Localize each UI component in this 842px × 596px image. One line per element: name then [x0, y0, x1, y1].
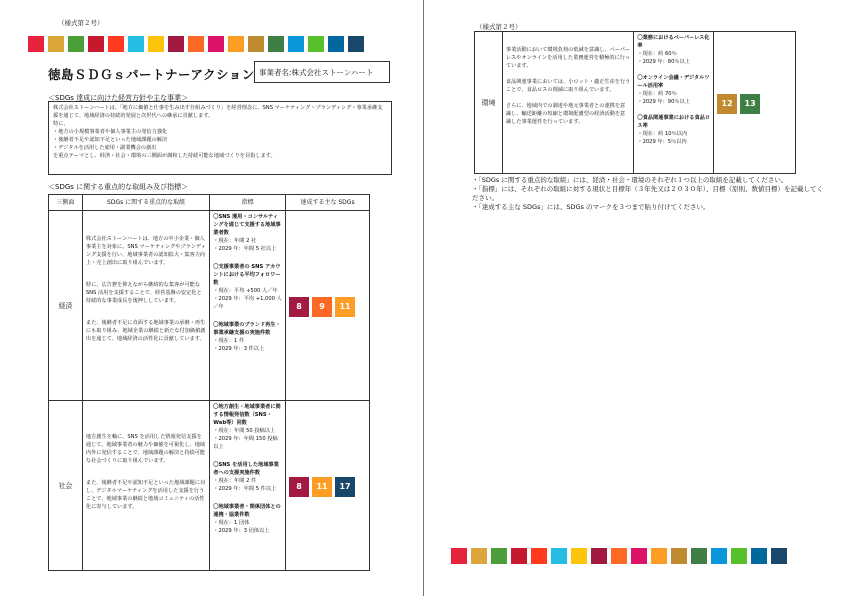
indicator-title: 〇オンライン会議・デジタルツール活用率 — [637, 75, 710, 89]
sdg-color-square — [471, 548, 487, 564]
sdg-icon-group — [289, 295, 366, 317]
indicator-line: ・2029 年：年間 5 件以上 — [213, 486, 277, 492]
table-row-economy — [49, 211, 370, 401]
sdg-color-square — [631, 548, 647, 564]
indicator-line: ・現在：年間 2 社 — [213, 238, 257, 244]
intro-line: ・デジタルを活用した雇用・副業機会の創出 — [53, 145, 157, 151]
initiative-paragraph: 食品関連事業においては、小ロット・適正生産を行うことで、食品ロスの削減に取り組んでいます。 — [505, 79, 631, 93]
sdg-goals-cell — [286, 211, 370, 401]
indicator-block — [213, 403, 282, 451]
indicator-cell — [210, 401, 286, 571]
table-row-society — [49, 401, 370, 571]
company-name-box: 事業者名:株式会社ストーンハート — [254, 61, 390, 83]
sdg-color-square — [28, 36, 44, 52]
indicator-block — [213, 263, 282, 311]
sdg-color-strip-bottom — [451, 548, 787, 564]
sdg-color-square — [591, 548, 607, 564]
indicator-cell — [210, 211, 286, 401]
initiative-paragraph: また、後継者不足に直面する地域事業の承継・再生にも取り組み、地域企業の継続と新たな付加価値創出を通じて、地域経済の活性化に貢献しています。 — [85, 320, 206, 342]
sdg-goal-icon: 17 — [335, 477, 355, 497]
initiative-paragraph: 特に、広告費を抑えながら継続的な集客が可能な SNS 活用を支援することで、経営基盤の安定化と持続的な事業成長を後押ししています。 — [85, 282, 202, 304]
sdg-color-square — [328, 36, 344, 52]
table-row-environment — [475, 32, 796, 174]
sdg-color-square — [108, 36, 124, 52]
sdg-goal-icon: 8 — [289, 477, 309, 497]
sdg-color-square — [671, 548, 687, 564]
sdg-color-square — [208, 36, 224, 52]
note-line: ・「指標」には、それぞれの取組に対する現状と目標年（３年先又は２０３０年）、目標（原則、数値目標）を記載してください。 — [472, 185, 823, 202]
sdg-color-square — [571, 548, 587, 564]
indicator-block — [213, 213, 282, 253]
indicator-title: 〇SNS 運用・コンサルティングを通じて支援する地域事業者数 — [213, 214, 281, 236]
aspect-economy: 経済 — [49, 211, 83, 401]
aspect-society: 社会 — [49, 401, 83, 571]
sdg-color-square — [268, 36, 284, 52]
sdg-goal-icon: 13 — [740, 94, 760, 114]
indicator-line: ・2029 年：90％以上 — [637, 99, 690, 105]
sdg-color-square — [288, 36, 304, 52]
right-page — [424, 0, 842, 596]
business-policy-box — [48, 101, 392, 175]
indicator-line: ・現在：年間 50 投稿以上 — [213, 428, 276, 434]
aspect-environment: 環境 — [475, 32, 503, 174]
intro-line: ・後継者不足や認知不足といった地域課題の解決 — [53, 137, 168, 143]
initiatives-table — [48, 194, 370, 571]
indicator-title: 〇地方創生・地域事業者に関する情報発信数（SNS・Web等）回数 — [213, 404, 281, 426]
header-initiative: SDGs に関する重点的な取組 — [82, 195, 209, 211]
sdg-color-square — [248, 36, 264, 52]
indicator-title: 〇SNS を活用した地域事業者への支援実施件数 — [213, 462, 279, 476]
indicator-title: 〇地域事業のブランド再生・事業承継支援の実施件数 — [213, 322, 281, 336]
sdg-goal-icon: 11 — [335, 297, 355, 317]
environment-table — [474, 31, 796, 174]
indicator-title: 〇業務におけるペーパーレス化率 — [637, 35, 710, 49]
indicator-line: ・現在：約 10％以内 — [637, 131, 688, 137]
initiative-paragraph: 事業活動において環境負荷の低減を意識し、ペーパーレスやオンラインを活用した業務運営を積極的に行っています。 — [505, 47, 631, 69]
section-heading-policy: ＜SDGs 達成に向けた経営方針や主な事業＞ — [48, 94, 189, 102]
initiative-cell — [82, 211, 209, 401]
initiative-cell — [82, 401, 209, 571]
sdg-icon-group — [717, 92, 792, 114]
intro-line: 株式会社ストーンハートは、「地方に価値と仕事を生み出す仕組みづくり」を経営理念に、SNS マーケティング・ブランディング・事業承継支援を通じて、地域経済の持続的発展と次世代への継承に貢献します。 — [53, 105, 383, 119]
instruction-notes — [472, 176, 827, 212]
initiative-paragraph: また、後継者不足や認知不足といった地域課題に対し、デジタルマーケティングを活用した支援を行うことで、地域事業の継続と地域コミュニティの活性化に寄与しています。 — [85, 480, 206, 510]
indicator-line: ・現在：約 70％ — [637, 91, 677, 97]
initiative-paragraph: さらに、地域内での調達や地元事業者との連携を意識し、輸送距離の短縮と環境配慮型の経済活動を意識した事業運営を行っています。 — [505, 103, 626, 125]
indicator-line: ・現在：1 団体 — [213, 520, 250, 526]
indicator-block — [213, 503, 282, 535]
section-heading-initiatives: ＜SDGs に関する重点的な取組み及び指標＞ — [48, 183, 189, 191]
initiative-cell — [502, 32, 633, 174]
page-title: 徳島ＳＤＧｓパートナーアクション — [48, 67, 255, 82]
sdg-color-square — [168, 36, 184, 52]
table-header-row — [49, 195, 370, 211]
indicator-block — [213, 461, 282, 493]
sdg-color-square — [711, 548, 727, 564]
sdg-color-square — [348, 36, 364, 52]
note-line: ・「達成する主な SDGs」には、SDGs のマークを３つまで貼り付けてください。 — [472, 203, 710, 211]
indicator-line: ・2029 年：平均 +1,000 人／年 — [213, 296, 282, 310]
initiative-paragraph: 地方創生を軸に、SNS を活用した情報発信支援を通じて、地域事業者の魅力や価値を可視化し、地域内外に発信することで、地域課題の解決と持続可能な社会づくりに取り組んでいます。 — [85, 434, 206, 464]
form-number: （様式第２号） — [476, 23, 522, 31]
initiative-paragraph: 株式会社ストーンハートは、地方の中小企業・個人事業主を対象に、SNS マーケティングやブランディング支援を行い、地域事業者の認知拡大・集客力向上・売上創出に取り組んでいます。 — [85, 236, 206, 266]
indicator-line: ・2029 年：3 団体以上 — [213, 528, 270, 534]
sdg-color-square — [88, 36, 104, 52]
indicator-title: 〇地域事業者・関係団体との連携・協業件数 — [213, 504, 281, 518]
sdg-color-square — [128, 36, 144, 52]
form-number: （様式第２号） — [58, 19, 104, 27]
note-line: ・「SDGs に関する重点的な取組」には、経済・社会・環境のそれぞれ１つ以上の取組を記載してください。 — [472, 176, 788, 184]
indicator-title: 〇食品関連事業における食品ロス率 — [637, 115, 711, 129]
sdg-color-square — [771, 548, 787, 564]
sdg-color-square — [731, 548, 747, 564]
sdg-color-square — [691, 548, 707, 564]
indicator-line: ・現在：年間 2 件 — [213, 478, 257, 484]
sdg-goal-icon: 12 — [717, 94, 737, 114]
indicator-block — [637, 34, 710, 66]
indicator-line: ・現在：平均 +500 人／年 — [213, 288, 278, 294]
indicator-title: 〇支援事業者の SNS アカウントにおける平均フォロワー数 — [213, 264, 281, 286]
sdg-color-square — [551, 548, 567, 564]
header-indicator: 指標 — [210, 195, 286, 211]
sdg-color-square — [308, 36, 324, 52]
sdg-color-square — [451, 548, 467, 564]
indicator-line: ・現在：1 件 — [213, 338, 245, 344]
indicator-block — [637, 114, 710, 146]
intro-line: ・地方の小規模事業者や個人事業主の発信力強化 — [53, 129, 168, 135]
sdg-color-square — [48, 36, 64, 52]
sdg-icon-group — [289, 475, 366, 497]
indicator-cell — [634, 32, 714, 174]
sdg-color-square — [148, 36, 164, 52]
indicator-line: ・2029 年：3 件以上 — [213, 346, 265, 352]
sdg-color-square — [491, 548, 507, 564]
header-aspect: 三側面 — [49, 195, 83, 211]
indicator-block — [213, 321, 282, 353]
sdg-color-square — [611, 548, 627, 564]
sdg-color-square — [511, 548, 527, 564]
sdg-color-square — [651, 548, 667, 564]
sdg-color-square — [531, 548, 547, 564]
indicator-block — [637, 74, 710, 106]
sdg-goal-icon: 9 — [312, 297, 332, 317]
sdg-goals-cell — [714, 32, 796, 174]
indicator-line: ・現在：約 60％ — [637, 51, 677, 57]
sdg-goals-cell — [286, 401, 370, 571]
sdg-color-strip-top — [28, 36, 364, 52]
intro-line: 特に、 — [53, 121, 69, 127]
indicator-line: ・2029 年：年間 5 社以上 — [213, 246, 277, 252]
indicator-line: ・2029 年：80％以上 — [637, 59, 690, 65]
sdg-color-square — [188, 36, 204, 52]
sdg-goal-icon: 11 — [312, 477, 332, 497]
sdg-color-square — [68, 36, 84, 52]
sdg-color-square — [751, 548, 767, 564]
sdg-color-square — [228, 36, 244, 52]
indicator-line: ・2029 年：年間 150 投稿以上 — [213, 436, 278, 450]
indicator-line: ・2029 年：5％以内 — [637, 139, 687, 145]
header-goals: 達成する主な SDGs — [286, 195, 370, 211]
sdg-goal-icon: 8 — [289, 297, 309, 317]
intro-line: を重点テーマとし、経済・社会・環境の三側面が調和した持続可能な地域づくりを目指します。 — [53, 153, 276, 159]
